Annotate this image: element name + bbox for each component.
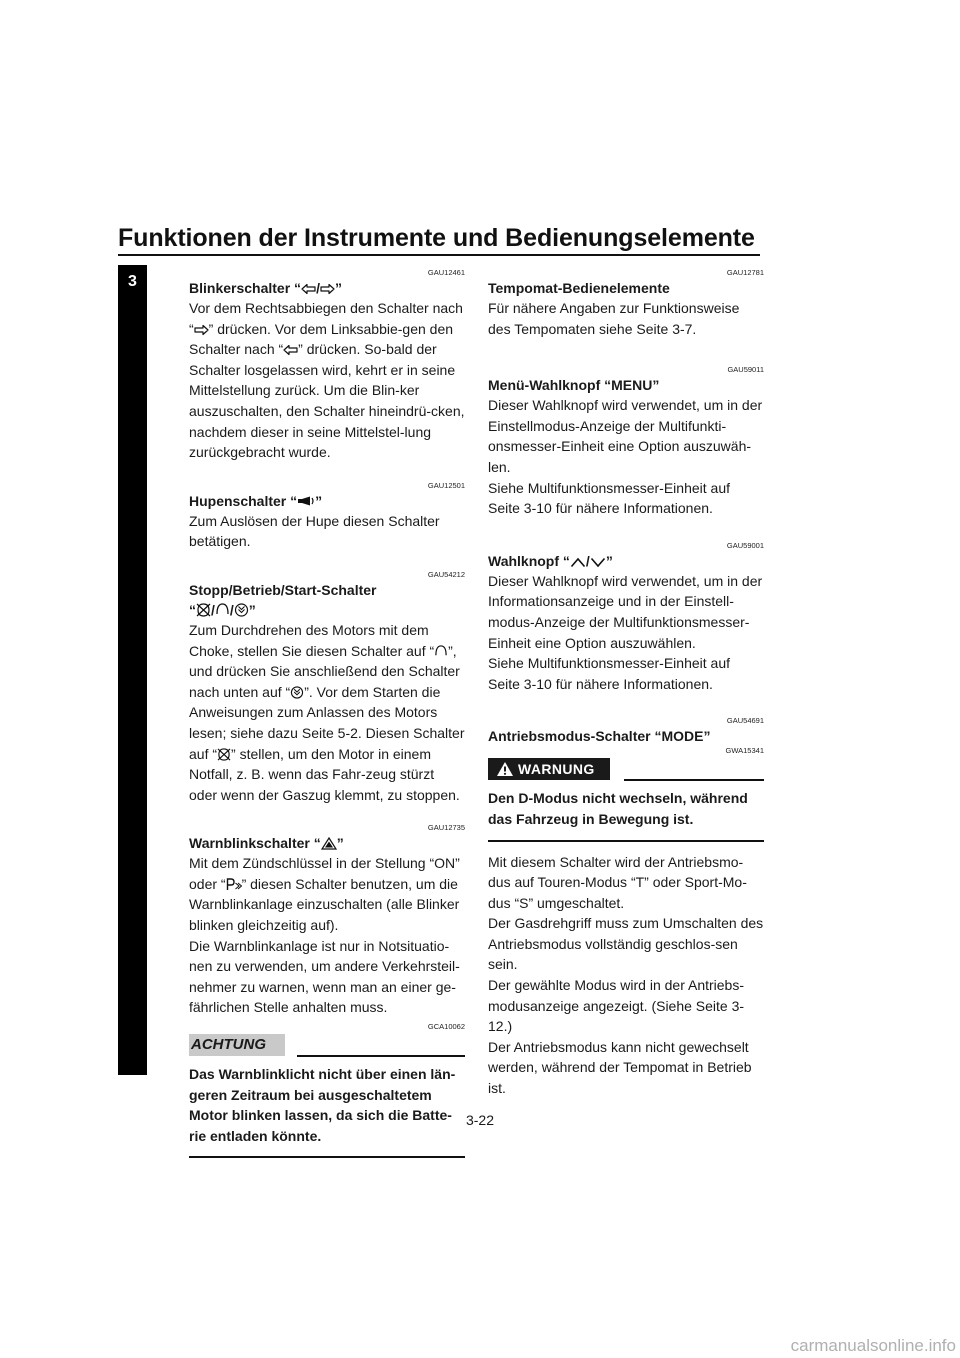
section-code: GAU12735 [427,823,465,833]
section-code: GAU59011 [727,365,764,375]
chevron-down-icon [590,557,606,568]
title-rule [118,254,760,256]
horn-icon [297,496,315,508]
section-text: Der gewählte Modus wird in der Antriebs-modusanzeige angezeigt. (Siehe Seite 3-12.) [488,977,745,1035]
watermark: carmanualsonline.info [790,1336,956,1355]
section-text: Siehe Multifunktionsmesser-Einheit auf Seite 3-10 für nähere Informationen. [488,479,731,517]
caution-code: GCA10062 [427,1022,465,1032]
section-menu [488,365,764,519]
warning-rule [624,779,764,781]
section-text: Der Antriebsmodus kann nicht gewechselt werden, während der Tempomat in Betrieb ist. [488,1038,752,1097]
warning-text: Den D-Modus nicht wechseln, während das Fahrzeug in Bewegung ist. [488,790,748,827]
section-text: Mit diesem Schalter wird der Antriebsmo-dus auf Touren-Modus “T” oder Sport-Mo-dus “S” umgeschaltet. [488,853,747,911]
section-text: Für nähere Angaben zur Funktionsweise des Tempomaten siehe Seite 3-7. [488,300,740,337]
turn-left-icon [301,283,316,295]
warning-triangle-icon [496,761,514,777]
warning-label: WARNUNG [488,758,610,780]
engine-stop-icon [217,748,231,761]
section-code: GAU12461 [427,268,465,277]
turn-right-icon [194,324,209,336]
section-text: Vor dem Rechtsabbiegen den Schalter nach “ ” drücken. Vor dem Linksabbie-gen den Schalter nach “ ” drücken. So-bald der Schalter losgelassen wird, kehrt er in seine Mittelstellung zurück. Um die Blin-ker auszuschalten, den Schalter hineindrü-cken, nachdem dieser in seine Mittelstel-lung zurückgebracht wurde. [189,300,465,461]
section-text: Der Gasdrehgriff muss zum Umschalten des Antriebsmodus vollständig geschlos-sen sein. [488,915,764,973]
engine-run-icon [434,645,448,658]
warning-box [488,758,764,841]
section-title: Wahlknopf “ / ” [488,552,613,569]
chevron-up-icon [570,557,586,568]
section-title: Warnblinkschalter “ ” [189,835,344,852]
parking-icon [226,878,242,891]
section-text: Die Warnblinkanlage ist nur in Notsituatio-nen zu verwenden, um andere Verkehrsteil-nehmer zu warnen, wenn man an einer ge-fährlichen Stelle anhalten muss. [189,937,460,1016]
section-text: Zum Auslösen der Hupe diesen Schalter betätigen. [189,512,440,550]
section-code: GAU59001 [726,540,764,550]
section-hazard [189,823,465,1158]
section-horn [189,481,465,552]
section-title: Menü-Wahlknopf “MENU” [488,377,660,394]
section-text: Dieser Wahlknopf wird verwendet, um in der Einstellmodus-Anzeige der Multifunkti-onsmesser-Einheit eine Option auszuwäh-len. [488,397,763,475]
left-column [189,268,465,1176]
section-code: GAU54212 [427,569,465,579]
section-code: GAU12781 [726,268,764,277]
section-title: Blinkerschalter “ / ” [189,280,342,296]
chapter-tab [118,265,147,1075]
engine-run-icon [215,603,230,617]
section-select [488,541,764,695]
caution-rule [297,1055,465,1057]
section-engine-switch [189,570,465,805]
warning-code: GWA15341 [725,746,764,756]
section-title: Antriebsmodus-Schalter “MODE” [488,728,711,745]
section-text: Mit dem Zündschlüssel in der Stellung “ON” oder “ ” diesen Schalter benutzen, um die Warnblinkanlage einzuschalten (alle Blinker blinken gleichzeitig auf). [189,855,460,934]
turn-right-icon [320,283,335,295]
caution-box [189,1034,465,1158]
section-code: GAU12501 [427,480,465,490]
page-number: 3-22 [465,1112,495,1128]
section-mode [488,716,764,1098]
section-blinker [189,268,465,463]
section-text: Dieser Wahlknopf wird verwendet, um in der Informationsanzeige und in der Einstell-modus-Anzeige der Multifunktionsmesser-Einheit eine Option auszuwählen. [488,572,763,651]
hazard-icon [321,837,337,850]
turn-left-icon [283,344,298,356]
page-title: Funktionen der Instrumente und Bedienungselemente [118,224,755,252]
section-cruise [488,268,764,339]
section-title: Tempomat-Bedienelemente [488,280,670,296]
section-title: Hupenschalter “ ” [189,492,323,509]
chapter-number: 3 [128,273,137,290]
section-title-symbols: “ / / ” [189,601,256,618]
section-code: GAU54691 [726,716,764,726]
caution-label: ACHTUNG [189,1034,285,1056]
section-title: Stopp/Betrieb/Start-Schalter [189,581,377,598]
caution-text: Das Warnblinklicht nicht über einen län-geren Zeitraum bei ausgeschaltetem Motor blinken lassen, da sich die Batte-rie entladen könnte. [189,1066,456,1144]
engine-stop-icon [196,603,211,617]
engine-start-icon [290,686,304,699]
engine-start-icon [234,603,249,617]
section-text: Zum Durchdrehen des Motors mit dem Choke, stellen Sie diesen Schalter auf “ ”, und drücken Sie anschließend den Schalter nach unten auf “ ”. Vor dem Starten die Anweisungen zum Anlassen des Motors lesen; siehe dazu Seite 5-2. Diesen Schalter auf “ ” stellen, um den Motor in einem Notfall, z. B. wenn das Fahr-zeug stürzt oder wenn der Gaszug klemmt, zu stoppen. [189,621,465,803]
section-text: Siehe Multifunktionsmesser-Einheit auf Seite 3-10 für nähere Informationen. [488,655,731,692]
right-column [488,268,764,1117]
